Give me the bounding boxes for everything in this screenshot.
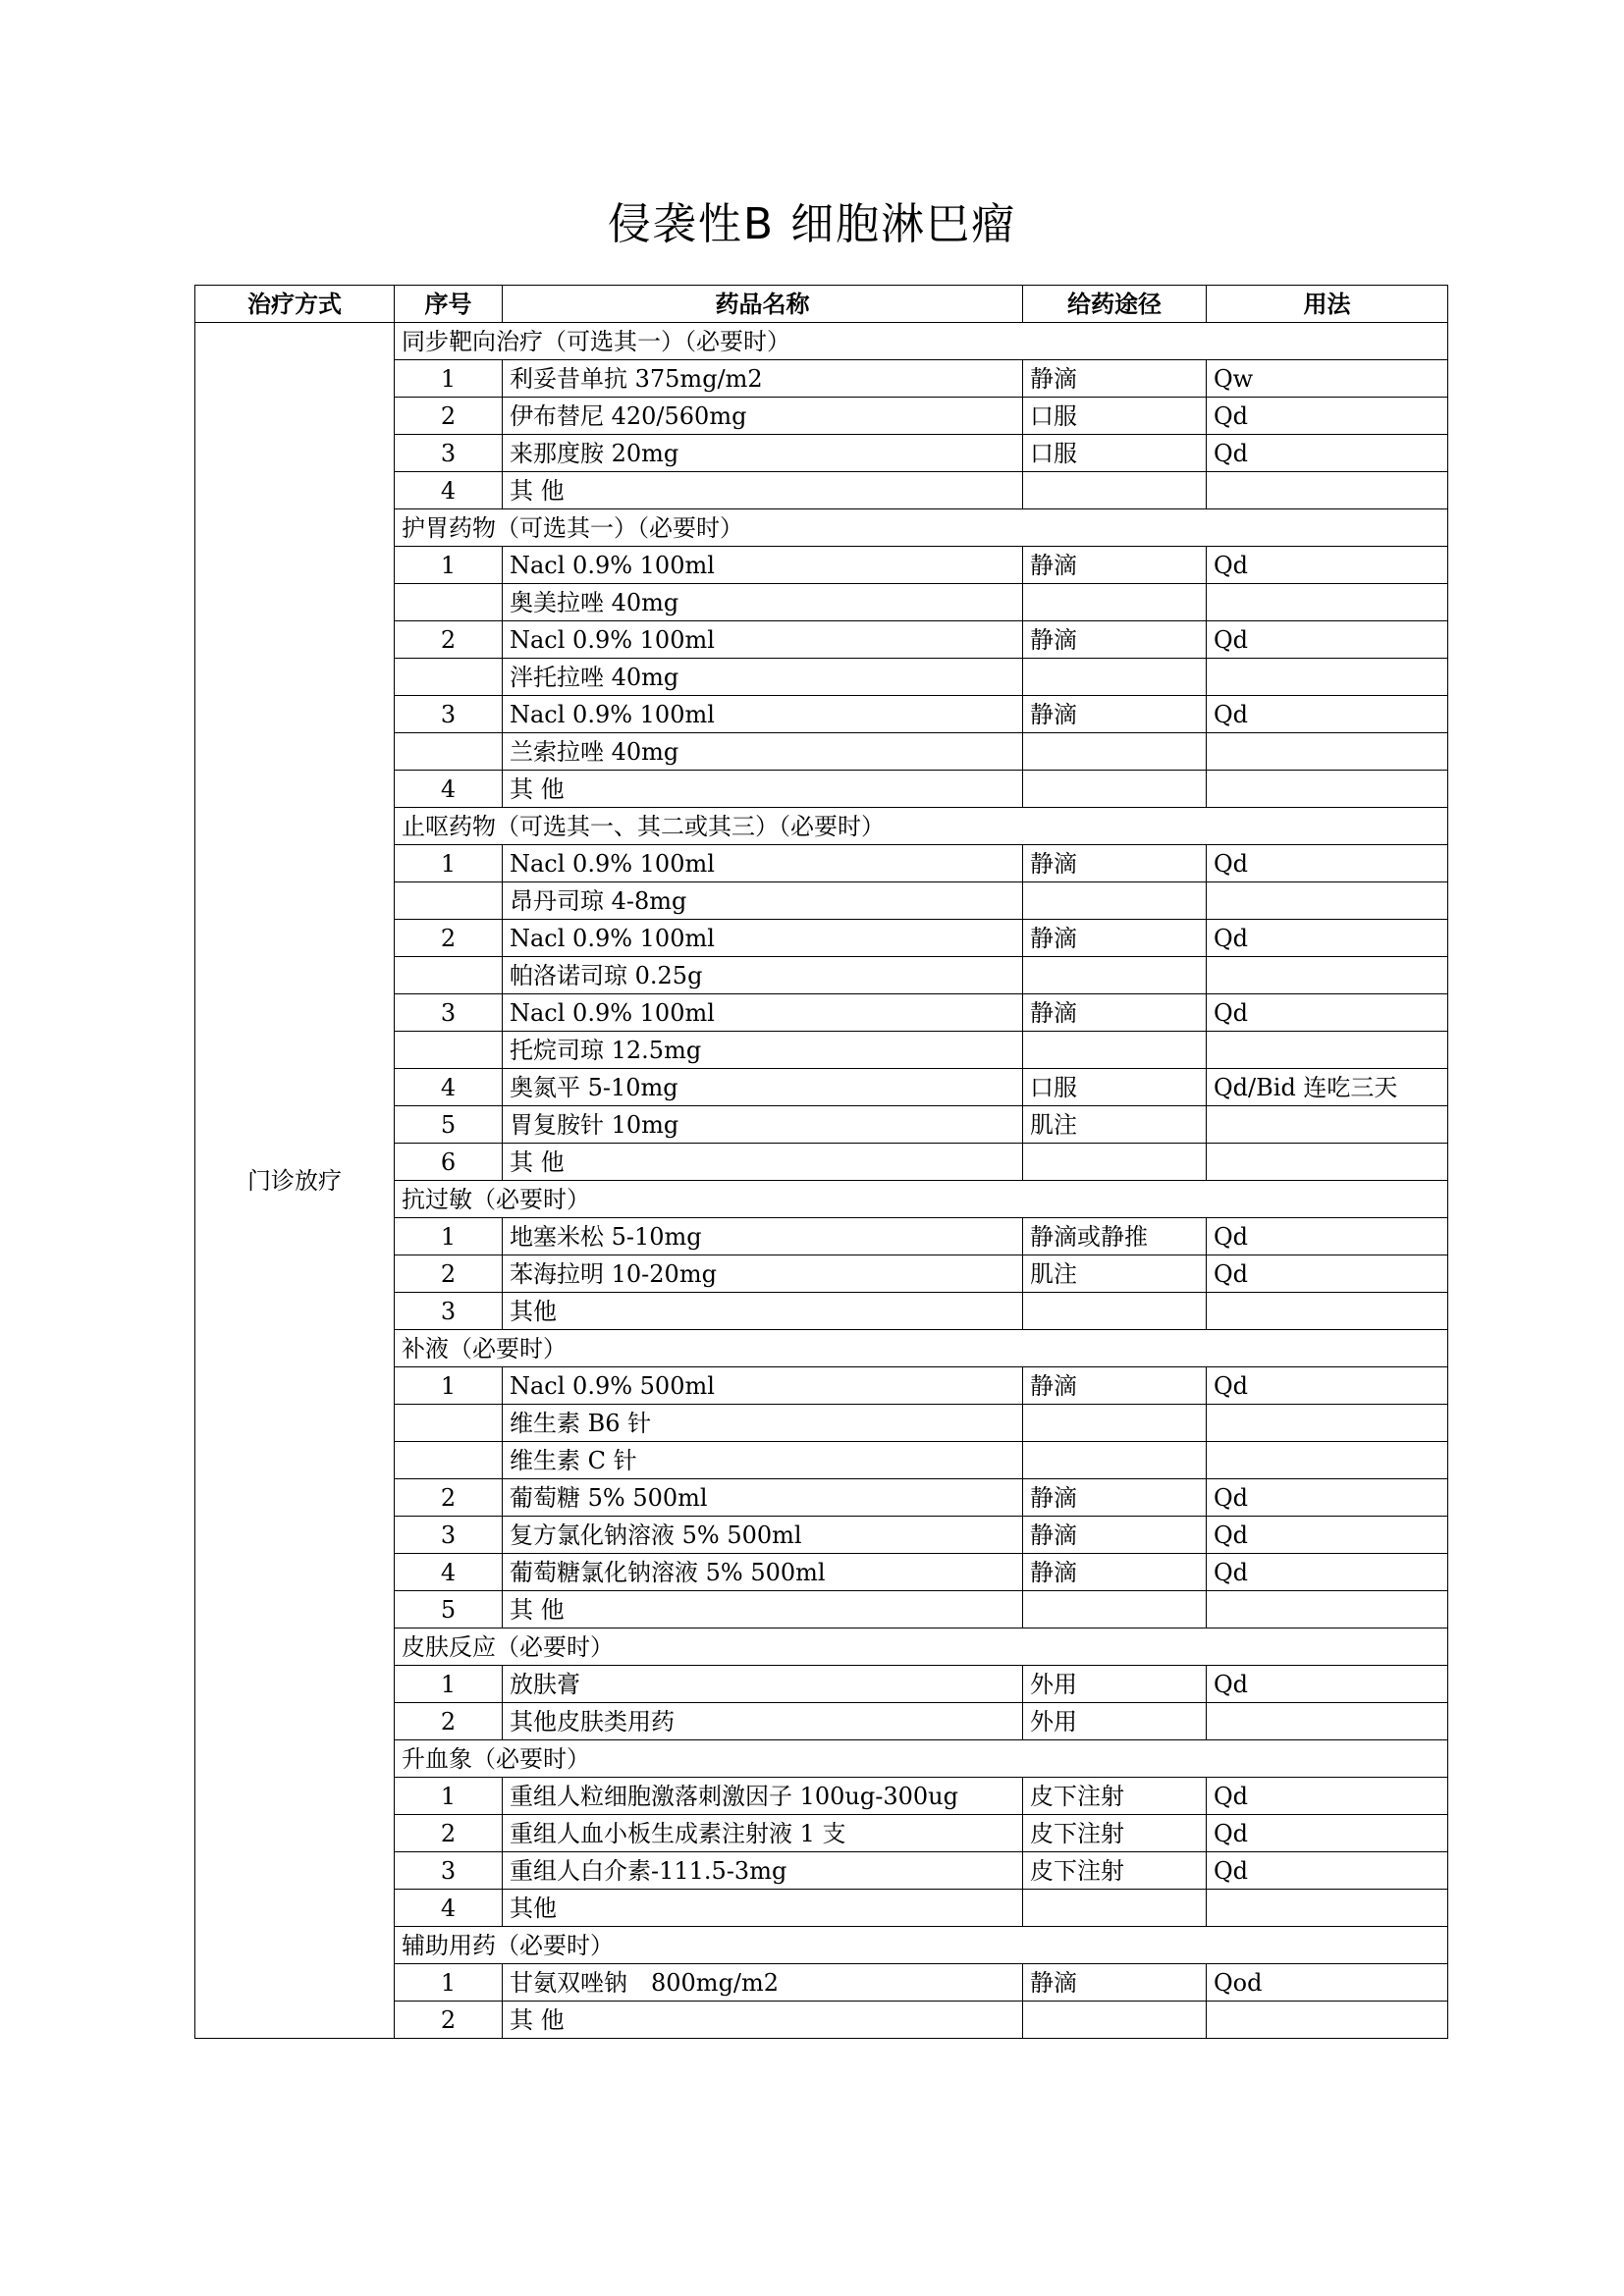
seq-cell: 3 bbox=[395, 696, 503, 733]
usage-cell: Qd bbox=[1207, 1255, 1448, 1293]
seq-cell: 1 bbox=[395, 1666, 503, 1703]
usage-cell bbox=[1207, 584, 1448, 621]
seq-cell: 2 bbox=[395, 920, 503, 957]
seq-cell: 1 bbox=[395, 360, 503, 398]
drug-cell: 复方氯化钠溶液 5% 500ml bbox=[503, 1517, 1023, 1554]
usage-cell bbox=[1207, 1032, 1448, 1069]
seq-cell: 2 bbox=[395, 398, 503, 435]
seq-cell: 1 bbox=[395, 1367, 503, 1405]
drug-cell: 奥氮平 5-10mg bbox=[503, 1069, 1023, 1106]
usage-cell: Qd bbox=[1207, 994, 1448, 1032]
drug-cell: 昂丹司琼 4-8mg bbox=[503, 882, 1023, 920]
header-usage: 用法 bbox=[1207, 286, 1448, 323]
drug-cell: 地塞米松 5-10mg bbox=[503, 1218, 1023, 1255]
drug-cell: 其 他 bbox=[503, 771, 1023, 808]
drug-cell: 维生素 B6 针 bbox=[503, 1405, 1023, 1442]
group-label: 抗过敏（必要时） bbox=[395, 1181, 1448, 1218]
seq-cell: 2 bbox=[395, 1255, 503, 1293]
page-title: 侵袭性B 细胞淋巴瘤 bbox=[607, 199, 1017, 249]
drug-cell: 胃复胺针 10mg bbox=[503, 1106, 1023, 1144]
route-cell bbox=[1023, 1442, 1207, 1479]
route-cell: 肌注 bbox=[1023, 1255, 1207, 1293]
usage-cell: Qd bbox=[1207, 547, 1448, 584]
drug-cell: Nacl 0.9% 100ml bbox=[503, 696, 1023, 733]
drug-cell: Nacl 0.9% 100ml bbox=[503, 845, 1023, 882]
drug-cell: Nacl 0.9% 100ml bbox=[503, 994, 1023, 1032]
route-cell: 静滴 bbox=[1023, 360, 1207, 398]
route-cell: 静滴 bbox=[1023, 621, 1207, 659]
route-cell: 静滴 bbox=[1023, 547, 1207, 584]
route-cell bbox=[1023, 1293, 1207, 1330]
header-seq: 序号 bbox=[395, 286, 503, 323]
seq-cell: 1 bbox=[395, 547, 503, 584]
header-drug: 药品名称 bbox=[503, 286, 1023, 323]
seq-cell: 3 bbox=[395, 1517, 503, 1554]
usage-cell: Qd bbox=[1207, 1218, 1448, 1255]
route-cell: 肌注 bbox=[1023, 1106, 1207, 1144]
drug-cell: 维生素 C 针 bbox=[503, 1442, 1023, 1479]
usage-cell: Qd bbox=[1207, 435, 1448, 472]
medication-table bbox=[194, 285, 1448, 2039]
usage-cell: Qd bbox=[1207, 1778, 1448, 1815]
group-label: 皮肤反应（必要时） bbox=[395, 1629, 1448, 1666]
treatment-cell: 门诊放疗 bbox=[195, 323, 395, 2039]
usage-cell bbox=[1207, 1890, 1448, 1927]
route-cell: 外用 bbox=[1023, 1703, 1207, 1740]
drug-cell: 其他 bbox=[503, 1293, 1023, 1330]
seq-cell bbox=[395, 1032, 503, 1069]
seq-cell: 1 bbox=[395, 1964, 503, 2002]
route-cell: 静滴 bbox=[1023, 845, 1207, 882]
group-label: 护胃药物（可选其一）（必要时） bbox=[395, 509, 1448, 547]
seq-cell bbox=[395, 882, 503, 920]
drug-cell: 其他皮肤类用药 bbox=[503, 1703, 1023, 1740]
seq-cell bbox=[395, 957, 503, 994]
group-header-row bbox=[195, 323, 1448, 360]
route-cell: 静滴 bbox=[1023, 1517, 1207, 1554]
usage-cell bbox=[1207, 1293, 1448, 1330]
seq-cell: 5 bbox=[395, 1106, 503, 1144]
route-cell bbox=[1023, 1405, 1207, 1442]
route-cell bbox=[1023, 1144, 1207, 1181]
usage-cell bbox=[1207, 957, 1448, 994]
seq-cell: 3 bbox=[395, 435, 503, 472]
usage-cell bbox=[1207, 1442, 1448, 1479]
usage-cell: Qd bbox=[1207, 1367, 1448, 1405]
drug-cell: 伊布替尼 420/560mg bbox=[503, 398, 1023, 435]
drug-cell: Nacl 0.9% 100ml bbox=[503, 621, 1023, 659]
usage-cell: Qd bbox=[1207, 1666, 1448, 1703]
drug-cell: 托烷司琼 12.5mg bbox=[503, 1032, 1023, 1069]
usage-cell bbox=[1207, 771, 1448, 808]
drug-cell: 重组人白介素-111.5-3mg bbox=[503, 1852, 1023, 1890]
drug-cell: 甘氨双唑钠 800mg/m2 bbox=[503, 1964, 1023, 2002]
seq-cell: 2 bbox=[395, 1815, 503, 1852]
route-cell bbox=[1023, 1890, 1207, 1927]
route-cell bbox=[1023, 659, 1207, 696]
usage-cell: Qd bbox=[1207, 398, 1448, 435]
seq-cell: 3 bbox=[395, 994, 503, 1032]
route-cell: 静滴 bbox=[1023, 920, 1207, 957]
usage-cell bbox=[1207, 2002, 1448, 2039]
seq-cell: 2 bbox=[395, 1703, 503, 1740]
route-cell: 静滴 bbox=[1023, 994, 1207, 1032]
seq-cell: 1 bbox=[395, 845, 503, 882]
table-header-row bbox=[195, 286, 1448, 323]
drug-cell: 其他 bbox=[503, 1890, 1023, 1927]
seq-cell: 3 bbox=[395, 1852, 503, 1890]
drug-cell: 葡萄糖氯化钠溶液 5% 500ml bbox=[503, 1554, 1023, 1591]
seq-cell: 6 bbox=[395, 1144, 503, 1181]
usage-cell: Qd bbox=[1207, 1479, 1448, 1517]
usage-cell bbox=[1207, 1703, 1448, 1740]
route-cell: 口服 bbox=[1023, 1069, 1207, 1106]
route-cell bbox=[1023, 771, 1207, 808]
usage-cell bbox=[1207, 733, 1448, 771]
route-cell: 皮下注射 bbox=[1023, 1815, 1207, 1852]
group-label: 同步靶向治疗（可选其一）（必要时） bbox=[395, 323, 1448, 360]
usage-cell bbox=[1207, 659, 1448, 696]
route-cell: 口服 bbox=[1023, 398, 1207, 435]
usage-cell: Qd bbox=[1207, 845, 1448, 882]
drug-cell: 奥美拉唑 40mg bbox=[503, 584, 1023, 621]
drug-cell: 葡萄糖 5% 500ml bbox=[503, 1479, 1023, 1517]
usage-cell bbox=[1207, 1106, 1448, 1144]
header-treatment: 治疗方式 bbox=[195, 286, 395, 323]
usage-cell bbox=[1207, 882, 1448, 920]
route-cell: 口服 bbox=[1023, 435, 1207, 472]
seq-cell: 4 bbox=[395, 1069, 503, 1106]
drug-cell: 兰索拉唑 40mg bbox=[503, 733, 1023, 771]
seq-cell: 2 bbox=[395, 621, 503, 659]
route-cell: 静滴 bbox=[1023, 1964, 1207, 2002]
seq-cell: 3 bbox=[395, 1293, 503, 1330]
drug-cell: 帕洛诺司琼 0.25g bbox=[503, 957, 1023, 994]
seq-cell: 4 bbox=[395, 1554, 503, 1591]
route-cell: 静滴 bbox=[1023, 1367, 1207, 1405]
drug-cell: 重组人血小板生成素注射液 1 支 bbox=[503, 1815, 1023, 1852]
seq-cell: 4 bbox=[395, 1890, 503, 1927]
seq-cell bbox=[395, 659, 503, 696]
drug-cell: 利妥昔单抗 375mg/m2 bbox=[503, 360, 1023, 398]
seq-cell bbox=[395, 1442, 503, 1479]
route-cell bbox=[1023, 1032, 1207, 1069]
drug-cell: 来那度胺 20mg bbox=[503, 435, 1023, 472]
usage-cell bbox=[1207, 1591, 1448, 1629]
drug-cell: 其 他 bbox=[503, 1144, 1023, 1181]
usage-cell: Qd bbox=[1207, 1815, 1448, 1852]
seq-cell: 1 bbox=[395, 1218, 503, 1255]
usage-cell: Qd bbox=[1207, 1517, 1448, 1554]
route-cell bbox=[1023, 472, 1207, 509]
route-cell bbox=[1023, 957, 1207, 994]
group-label: 止呕药物（可选其一、其二或其三）（必要时） bbox=[395, 808, 1448, 845]
drug-cell: 其 他 bbox=[503, 1591, 1023, 1629]
usage-cell: Qd bbox=[1207, 696, 1448, 733]
usage-cell: Qd/Bid 连吃三天 bbox=[1207, 1069, 1448, 1106]
usage-cell: Qw bbox=[1207, 360, 1448, 398]
seq-cell: 4 bbox=[395, 472, 503, 509]
usage-cell: Qd bbox=[1207, 920, 1448, 957]
drug-cell: 其 他 bbox=[503, 2002, 1023, 2039]
route-cell bbox=[1023, 882, 1207, 920]
drug-cell: 泮托拉唑 40mg bbox=[503, 659, 1023, 696]
drug-cell: Nacl 0.9% 100ml bbox=[503, 920, 1023, 957]
route-cell: 静滴或静推 bbox=[1023, 1218, 1207, 1255]
route-cell bbox=[1023, 1591, 1207, 1629]
header-route: 给药途径 bbox=[1023, 286, 1207, 323]
seq-cell: 2 bbox=[395, 2002, 503, 2039]
seq-cell: 1 bbox=[395, 1778, 503, 1815]
seq-cell: 4 bbox=[395, 771, 503, 808]
drug-cell: 放肤膏 bbox=[503, 1666, 1023, 1703]
usage-cell: Qd bbox=[1207, 1554, 1448, 1591]
route-cell: 静滴 bbox=[1023, 696, 1207, 733]
seq-cell bbox=[395, 1405, 503, 1442]
group-label: 补液（必要时） bbox=[395, 1330, 1448, 1367]
seq-cell: 5 bbox=[395, 1591, 503, 1629]
usage-cell: Qod bbox=[1207, 1964, 1448, 2002]
route-cell bbox=[1023, 2002, 1207, 2039]
route-cell: 外用 bbox=[1023, 1666, 1207, 1703]
usage-cell: Qd bbox=[1207, 1852, 1448, 1890]
seq-cell bbox=[395, 584, 503, 621]
route-cell bbox=[1023, 584, 1207, 621]
usage-cell bbox=[1207, 1144, 1448, 1181]
seq-cell bbox=[395, 733, 503, 771]
drug-cell: 其 他 bbox=[503, 472, 1023, 509]
usage-cell: Qd bbox=[1207, 621, 1448, 659]
route-cell: 皮下注射 bbox=[1023, 1852, 1207, 1890]
drug-cell: Nacl 0.9% 100ml bbox=[503, 547, 1023, 584]
route-cell: 静滴 bbox=[1023, 1554, 1207, 1591]
usage-cell bbox=[1207, 472, 1448, 509]
table-body bbox=[195, 323, 1448, 2039]
drug-cell: 苯海拉明 10-20mg bbox=[503, 1255, 1023, 1293]
route-cell: 静滴 bbox=[1023, 1479, 1207, 1517]
usage-cell bbox=[1207, 1405, 1448, 1442]
seq-cell: 2 bbox=[395, 1479, 503, 1517]
route-cell bbox=[1023, 733, 1207, 771]
drug-cell: 重组人粒细胞激落刺激因子 100ug-300ug bbox=[503, 1778, 1023, 1815]
group-label: 辅助用药（必要时） bbox=[395, 1927, 1448, 1964]
group-label: 升血象（必要时） bbox=[395, 1740, 1448, 1778]
drug-cell: Nacl 0.9% 500ml bbox=[503, 1367, 1023, 1405]
route-cell: 皮下注射 bbox=[1023, 1778, 1207, 1815]
